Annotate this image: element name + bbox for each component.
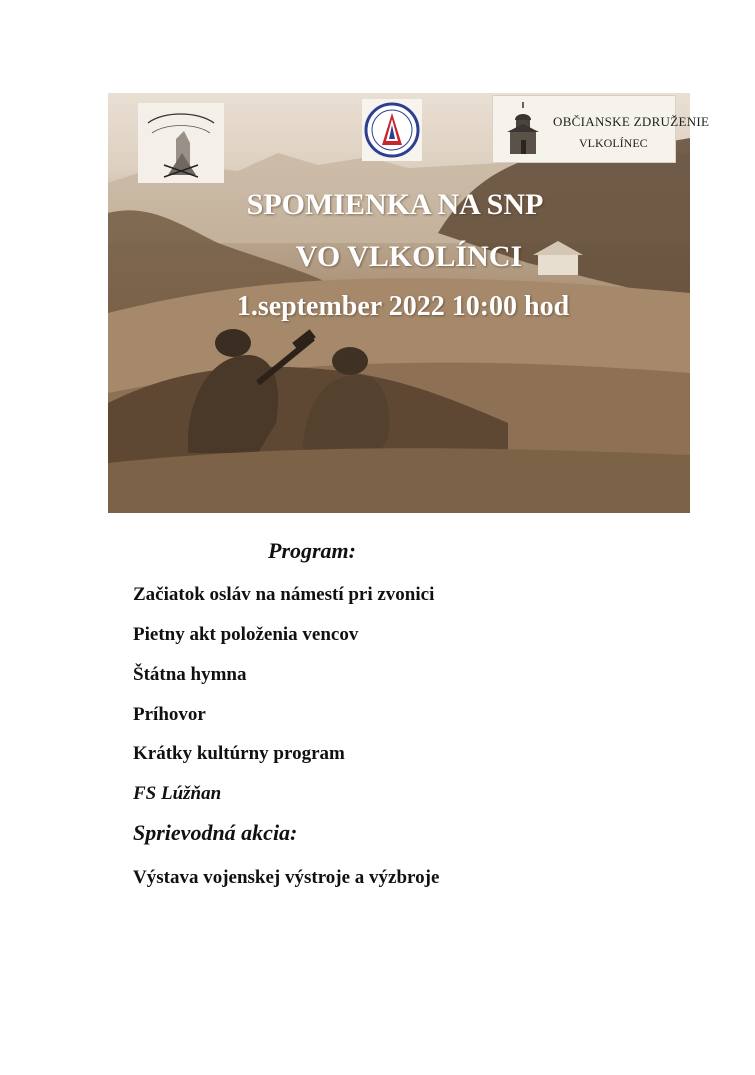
poster-title-line1: SPOMIENKA NA SNP [246, 188, 544, 221]
castle-ruin-icon [138, 103, 224, 183]
poster-title-line2: VO VLKOLÍNCI [295, 240, 523, 273]
oz-name-line1: OBČIANSKE ZDRUŽENIE [553, 114, 710, 129]
oz-vlkolinec-logo [492, 95, 710, 163]
event-poster [108, 93, 710, 513]
program-item: Štátna hymna [133, 664, 247, 685]
klub-logo [138, 103, 224, 183]
program-item: Pietny akt položenia vencov [133, 624, 359, 645]
program-item-folk-ensemble: FS Lúžňan [133, 783, 222, 804]
program-heading: Program: [268, 538, 356, 563]
program-item: Krátky kultúrny program [133, 743, 345, 764]
program-item: Príhovor [133, 704, 206, 725]
emblem-icon [362, 99, 422, 161]
poster-date: 1.september 2022 10:00 hod [236, 291, 570, 322]
oz-name-line2: VLKOLÍNEC [579, 136, 648, 150]
accompanying-heading: Sprievodná akcia: [133, 820, 298, 845]
accompanying-item: Výstava vojenskej výstroje a výzbroje [133, 867, 440, 888]
bell-tower-icon [497, 98, 549, 160]
association-emblem [362, 99, 422, 161]
program-item: Začiatok osláv na námestí pri zvonici [133, 584, 435, 605]
